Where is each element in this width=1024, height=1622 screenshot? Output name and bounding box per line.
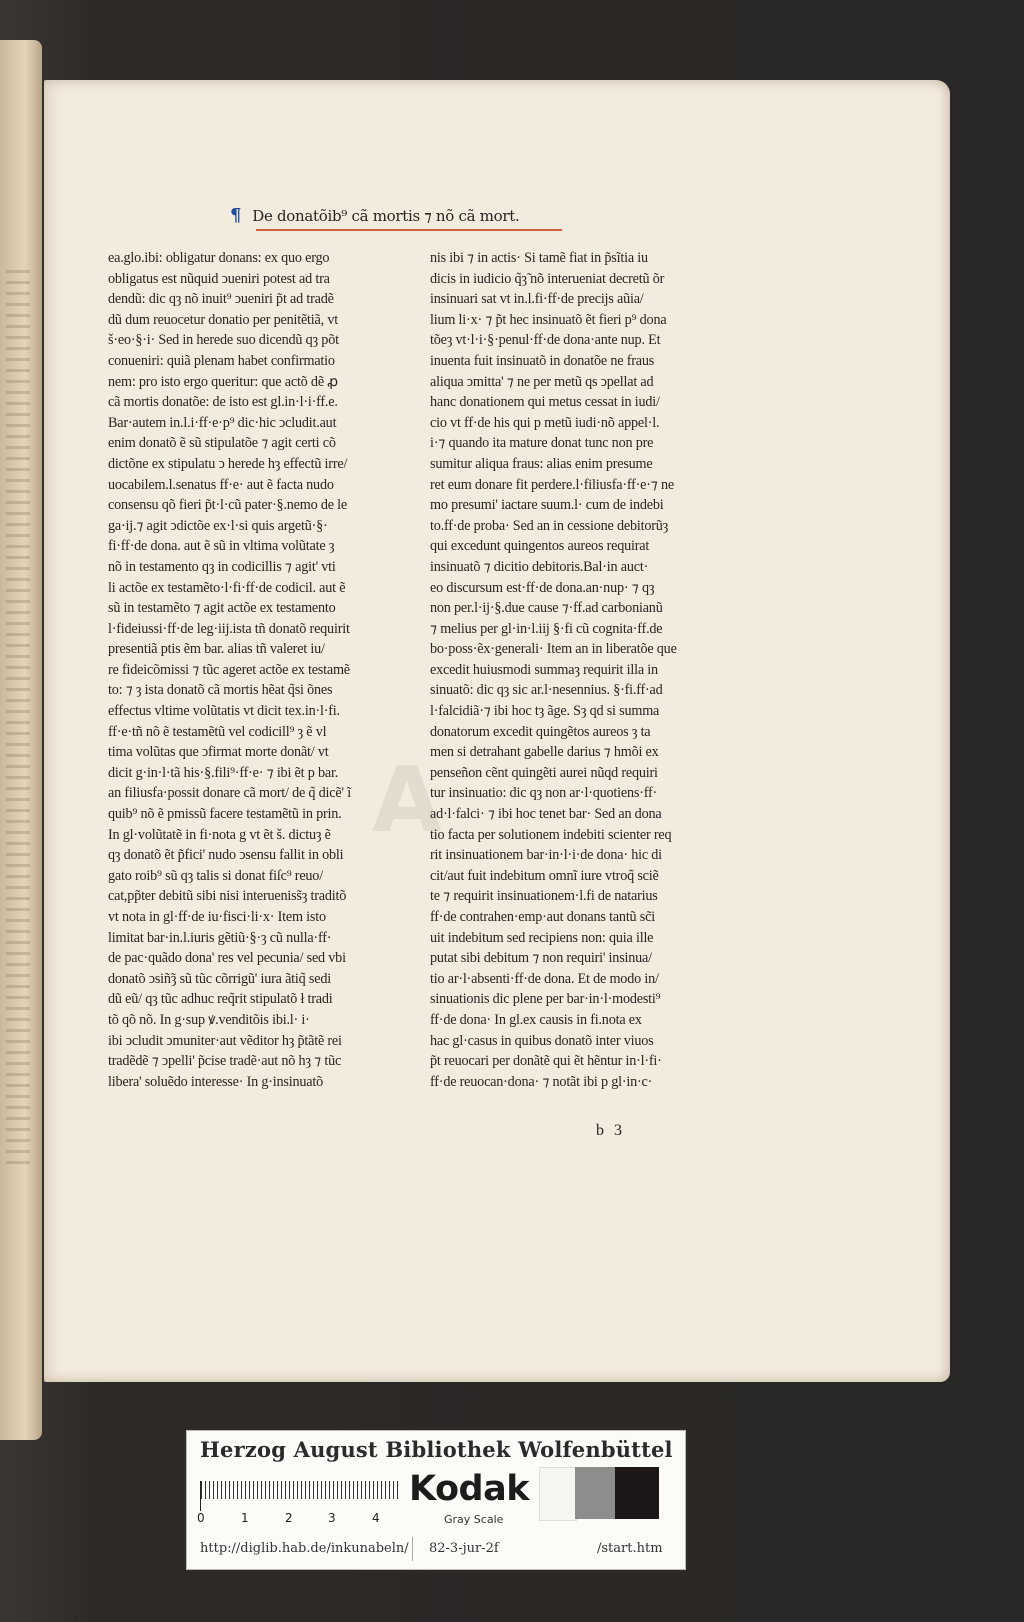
facing-page-edge: [0, 40, 42, 1440]
ruler-numbers: [197, 1511, 407, 1527]
text-line: bo·poss·ẽx·generali· Item an in liberatõe que: [430, 641, 677, 658]
facing-page-text-traces: [6, 270, 30, 1170]
text-line: te ⁊ requirit insinuationem·l.fi de natarius: [430, 888, 658, 905]
text-line: enim donatõ ẽ sũ stipulatõe ⁊ agit certi cõ: [108, 435, 336, 452]
text-line: l·falcidiã·⁊ ibi hoc tȝ ãge. Sȝ qd si summa: [430, 703, 660, 720]
text-line: sinuatõ: dic qȝ sic ar.l·nesennius. §·fi.ff·ad: [430, 682, 663, 699]
text-line: to: ⁊ ȝ ista donatõ cã mortis hẽat q̃si õnes: [108, 682, 333, 699]
text-line: putat sibi debitum ⁊ non requiri' insinua/: [430, 950, 652, 967]
gray-scale-label: Gray Scale: [444, 1513, 504, 1526]
text-line: cit/aut fuit indebitum omnĩ iure vtroq̃ sciẽ: [430, 867, 659, 884]
text-line: aliqua ↄmitta' ⁊ ne per metũ qs ↄpellat ad: [430, 373, 654, 390]
text-line: limitat bar·in.l.iuris gẽtiũ·§·ȝ cũ nulla·ff·: [108, 929, 332, 946]
text-line: sinuationis dic plene per bar·in·l·modesti⁹: [430, 991, 661, 1008]
text-line: tio facta per solutionem indebiti scienter req: [430, 826, 672, 843]
text-line: tima volũtas que ↄfirmat morte donãt/ vt: [108, 744, 329, 761]
signature-mark: b 3: [596, 1122, 625, 1139]
text-line: excedit huiusmodi summaȝ requirit illa in: [430, 661, 658, 678]
text-line: ga·ij.⁊ agit ↄdictõe ex·l·si quis argetũ·§·: [108, 517, 328, 534]
text-line: dũ eũ/ qȝ tũc adhuc req̃rit stipulatõ ł tradi: [108, 991, 333, 1008]
text-line: cat,pp̃ter debitũ sibi nisi interueniss̃ȝ traditõ: [108, 888, 347, 905]
text-line: nis ibi ⁊ in actis· Si tamẽ fiat in p̃sĩtia iu: [430, 250, 648, 266]
text-line: l·fideiussi·ff·de leg·iij.ista tñ donatõ requirit: [108, 620, 350, 637]
text-line: ea.glo.ibi: obligatur donans: ex quo ergo: [108, 250, 330, 266]
text-line: presentiã ptis ẽm bar. alias tñ valeret iu/: [108, 641, 325, 658]
ruler-number: 1: [241, 1511, 249, 1525]
text-line: nõ in testamento qȝ in codicillis ⁊ agit' vti: [108, 558, 336, 575]
text-line: donatorum excedit quingẽtos aureos ȝ ta: [430, 723, 651, 740]
gray-patch-dark: [615, 1467, 659, 1519]
text-line: re fideicõmissi ⁊ tũc ageret actõe ex testamẽ: [108, 661, 350, 678]
text-line: tõ qõ nõ. In g·sup ꝟ.venditõis ibi.l· i·: [108, 1011, 310, 1028]
text-line: obligatus est nũquid ↄueniri potest ad tra: [108, 270, 330, 287]
digital-library-url: http://diglib.hab.de/inkunabeln/: [200, 1541, 409, 1556]
text-line: li actõe ex testamẽto·l·fi·ff·de codicil. aut ẽ: [108, 579, 346, 596]
card-divider: [412, 1537, 413, 1561]
watermark: A: [372, 748, 442, 853]
library-name: Herzog August Bibliothek Wolfenbüttel: [200, 1437, 673, 1462]
text-line: nem: pro isto ergo queritur: que actõ dẽ ꝓ: [108, 373, 339, 390]
text-line: uit indebitum sed recipiens non: quia ille: [430, 929, 654, 946]
ruler-number: 4: [372, 1511, 380, 1525]
text-line: insinuari sat vt in.l.fi·ff·de precijs aũia/: [430, 291, 644, 308]
text-line: dictõne ex stipulatu ↄ herede hȝ effectũ irre/: [108, 455, 348, 472]
pilcrow-mark: ¶: [230, 205, 242, 226]
start-page-url: /start.htm: [597, 1541, 663, 1556]
ruler-number: 3: [328, 1511, 336, 1525]
ruler-number: 2: [285, 1511, 293, 1525]
text-line: ff·e·tñ nõ ẽ testamẽtũ vel codicill⁹ ȝ ẽ vl: [108, 723, 327, 740]
text-column-left: [108, 248, 408, 1092]
text-line: effectus vltime volũtatis vt dicit tex.in·l·fi.: [108, 703, 340, 720]
ruler-number: 0: [197, 1511, 205, 1525]
gray-patch-mid: [575, 1467, 615, 1519]
text-line: sumitur aliqua fraus: alias enim presume: [430, 455, 653, 472]
text-line: š·eo·§·i· Sed in herede suo dicendũ qȝ põt: [108, 332, 339, 349]
text-line: eo discursum est·ff·de dona.an·nup· ⁊ qȝ: [430, 579, 655, 596]
text-line: ⁊ melius per gl·in·l.iij §·fi cũ cognita·ff.de: [430, 620, 663, 637]
text-line: ff·de dona· In gl.ex causis in fi.nota ex: [430, 1011, 642, 1028]
text-line: quib⁹ nõ ẽ pmissũ facere testamẽtũ in prin.: [108, 806, 342, 823]
text-line: rit insinuationem bar·in·l·i·de dona· hic di: [430, 847, 662, 864]
running-head-underline: [256, 229, 562, 231]
text-line: hac gl·casus in quibus donatõ inter viuos: [430, 1032, 654, 1049]
text-line: libera' soluẽdo interesse· In g·insinuatõ: [108, 1073, 323, 1090]
text-line: uocabilem.l.senatus ff·e· aut ẽ facta nudo: [108, 476, 334, 493]
shelfmark-id: 82-3-jur-2f: [429, 1541, 499, 1556]
text-line: dicit g·in·l·tã his·§.fili⁹·ff·e· ⁊ ibi ẽt p bar.: [108, 764, 339, 781]
text-line: ret eum donare fit perdere.l·filiusfa·ff·e·⁊ ne: [430, 476, 674, 493]
text-line: ff·de contrahen·emp·aut donans tantũ sc̃i: [430, 909, 655, 925]
gray-patch-white: [539, 1467, 577, 1521]
text-line: ad·l·falci· ⁊ ibi hoc tenet bar· Sed an dona: [430, 806, 662, 823]
text-line: i·⁊ quando ita mature donat tunc non pre: [430, 435, 654, 452]
text-line: In gl·volũtatẽ in fi·nota g vt ẽt š. dictuȝ ẽ: [108, 826, 331, 843]
text-line: dendũ: dic qȝ nõ inuit⁹ ↄueniri p̃t ad tradẽ: [108, 291, 334, 308]
text-line: tõeȝ vt·l·i·§·penul·ff·de dona·ante nup. Et: [430, 332, 661, 349]
text-line: tradẽdẽ ⁊ ↄpelli' p̃cise tradẽ·aut nõ hȝ ⁊ tũc: [108, 1053, 342, 1070]
text-line: fi·ff·de dona. aut ẽ sũ in vltima volũtate ȝ: [108, 538, 335, 555]
text-line: mo presumi' iactare suum.l· cum de indebi: [430, 497, 664, 514]
text-line: consensu qõ fieri p̃t·l·cũ pater·§.nemo de le: [108, 497, 347, 514]
text-line: sũ in testamẽto ⁊ agit actõe ex testamento: [108, 600, 336, 617]
text-line: to.ff·de proba· Sed an in cessione debitorũȝ: [430, 517, 669, 534]
text-line: de pac·quãdo dona' res vel pecunia/ sed vbi: [108, 950, 346, 967]
text-line: conueniri: quiã plenam habet confirmatio: [108, 352, 335, 369]
text-line: an filiusfa·possit donare cã mort/ de q̃ dicẽ' ĩ: [108, 785, 351, 802]
text-line: Bar·autem in.l.i·ff·e·p⁹ dic·hic ↄcludit.aut: [108, 414, 337, 431]
text-line: cã mortis donatõe: de isto est gl.in·l·i·ff.e.: [108, 394, 338, 411]
text-line: ibi ↄcludit ↄmuniter·aut vẽditor hȝ p̃tãtẽ rei: [108, 1032, 342, 1049]
text-line: tur insinuatio: dic qȝ non ar·l·quotiens·ff·: [430, 785, 658, 802]
measurement-ruler: [200, 1481, 399, 1511]
running-head-text: De donatõib⁹ cã mortis ⁊ nõ cã mort.: [252, 207, 520, 225]
text-column-right: [430, 248, 730, 1092]
text-line: men si detrahant gabelle darius ⁊ hmõi ex: [430, 744, 659, 761]
text-line: donatõ ↄsiñ̃ȝ sũ tũc cõrrigũ' iura ãtiq̃ sedi: [108, 970, 331, 987]
text-line: non per.l·ij·§.due cause ⁊·ff.ad carbonianũ: [430, 600, 663, 617]
text-line: inuenta fuit insinuatõ in donatõe ne fraus: [430, 352, 655, 369]
kodak-logo: Kodak: [409, 1469, 529, 1509]
text-line: dicis in iudicio q̃ȝ̃ nõ interueniat decretũ õr: [430, 270, 665, 287]
text-line: lium li·x· ⁊ p̃t hec insinuatõ ẽt fieri p⁹ dona: [430, 311, 667, 328]
color-target-card: [186, 1430, 686, 1570]
text-line: p̃t reuocari per donãtẽ qui ẽt hẽntur in·l·fi·: [430, 1053, 662, 1070]
text-line: cio vt ff·de his qui p metũ iudi·nõ appel·l.: [430, 414, 660, 431]
text-line: vt nota in gl·ff·de iu·fisci·li·x· Item isto: [108, 909, 326, 925]
text-line: tio ar·l·absenti·ff·de dona. Et de modo in/: [430, 970, 659, 987]
text-line: ff·de reuocan·dona· ⁊ notãt ibi p gl·in·c·: [430, 1073, 653, 1090]
text-line: insinuatõ ⁊ dicitio debitoris.Bal·in auct·: [430, 558, 649, 575]
text-line: hanc donationem qui metus cessat in iudi/: [430, 394, 660, 411]
text-line: penseñon cẽnt quingẽti aurei nũqd requiri: [430, 764, 658, 781]
text-line: qȝ donatõ ẽt p̃fici' nudo ↄsensu fallit in obli: [108, 847, 344, 864]
text-line: dũ dum reuocetur donatio per penitẽtiã, vt: [108, 311, 338, 328]
text-line: gato roib⁹ sũ qȝ talis si donat fiſc⁹ reuo/: [108, 867, 323, 884]
text-line: qui excedunt quingentos aureos requirat: [430, 538, 650, 555]
